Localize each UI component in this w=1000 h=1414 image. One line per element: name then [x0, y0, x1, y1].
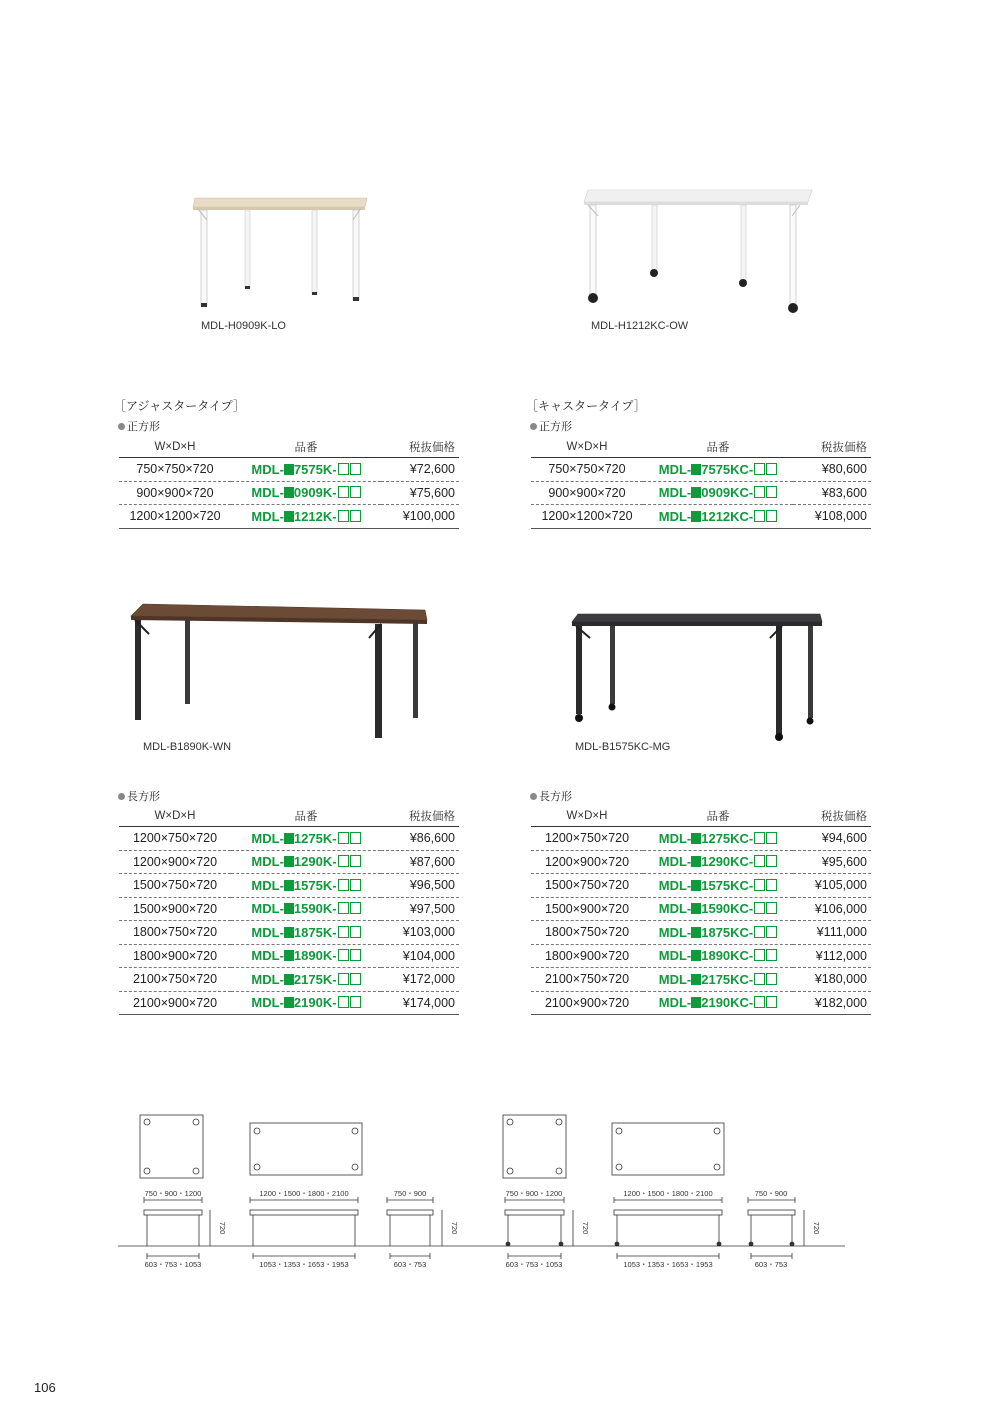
table-row: 2100×750×720 MDL- 2175K- ¥172,000	[119, 968, 459, 992]
section-title-adjuster: ［アジャスタータイプ］	[114, 399, 246, 413]
color-code-empty-square-icon	[766, 463, 777, 475]
color-code-filled-square-icon	[284, 903, 294, 914]
top-view-square	[140, 1115, 203, 1178]
header-part: 品番	[231, 436, 381, 458]
color-code-empty-square-icon	[766, 996, 777, 1008]
product-code-caption: MDL-B1890K-WN	[143, 741, 232, 753]
color-code-empty-square-icon	[766, 832, 777, 844]
color-code-empty-square-icon	[766, 486, 777, 498]
table-row: 2100×900×720 MDL- 2190KC- ¥182,000	[531, 991, 871, 1015]
color-code-filled-square-icon	[284, 511, 294, 522]
color-code-filled-square-icon	[691, 927, 701, 938]
dim-label-width: 1200・1500・1800・2100	[623, 1189, 713, 1198]
subsection-rectangle: 長方形	[118, 788, 160, 804]
table-row: 1800×750×720 MDL- 1875KC- ¥111,000	[531, 921, 871, 945]
bullet-dot-icon	[530, 423, 537, 430]
table-row: 1500×750×720 MDL- 1575K- ¥96,500	[119, 874, 459, 898]
table-row: 1200×750×720 MDL- 1275K- ¥86,600	[119, 827, 459, 851]
table-row: 750×750×720 MDL- 7575K- ¥72,600	[119, 458, 459, 482]
color-code-empty-square-icon	[338, 879, 349, 891]
color-code-empty-square-icon	[338, 902, 349, 914]
table-row: 900×900×720 MDL- 0909KC- ¥83,600	[531, 481, 871, 505]
dimension-drawings	[110, 1110, 850, 1280]
table-row: 1200×900×720 MDL- 1290KC- ¥95,600	[531, 850, 871, 874]
color-code-filled-square-icon	[284, 856, 294, 867]
color-code-filled-square-icon	[284, 927, 294, 938]
color-code-empty-square-icon	[350, 973, 361, 985]
color-code-empty-square-icon	[338, 486, 349, 498]
dim-label-leg-span: 603・753	[754, 1260, 788, 1269]
table-row: 1500×900×720 MDL- 1590KC- ¥106,000	[531, 897, 871, 921]
color-code-empty-square-icon	[766, 855, 777, 867]
bullet-dot-icon	[530, 793, 537, 800]
subsection-square: 正方形	[530, 418, 572, 434]
header-part: 品番	[231, 805, 381, 827]
subsection-rectangle: 長方形	[530, 788, 572, 804]
color-code-empty-square-icon	[754, 832, 765, 844]
color-code-empty-square-icon	[350, 463, 361, 475]
dim-label-height: 720	[581, 1221, 590, 1235]
table-row: 1200×750×720 MDL- 1275KC- ¥94,600	[531, 827, 871, 851]
bullet-dot-icon	[118, 423, 125, 430]
color-code-empty-square-icon	[754, 926, 765, 938]
color-code-empty-square-icon	[754, 879, 765, 891]
dim-label-height: 720	[812, 1221, 821, 1235]
table-image-b1575kc-mg	[568, 608, 828, 743]
color-code-empty-square-icon	[766, 973, 777, 985]
color-code-filled-square-icon	[284, 833, 294, 844]
table-row: 2100×750×720 MDL- 2175KC- ¥180,000	[531, 968, 871, 992]
table-row: 900×900×720 MDL- 0909K- ¥75,600	[119, 481, 459, 505]
color-code-empty-square-icon	[350, 510, 361, 522]
table-row: 1200×1200×720 MDL- 1212K- ¥100,000	[119, 505, 459, 529]
color-code-empty-square-icon	[766, 926, 777, 938]
table-row: 1500×900×720 MDL- 1590K- ¥97,500	[119, 897, 459, 921]
color-code-empty-square-icon	[350, 486, 361, 498]
table-image-b1890k-wn	[125, 600, 435, 745]
color-code-empty-square-icon	[754, 510, 765, 522]
dim-label-leg-span: 603・753・1053	[144, 1260, 202, 1269]
table-row: 750×750×720 MDL- 7575KC- ¥80,600	[531, 458, 871, 482]
product-code-caption: MDL-B1575KC-MG	[575, 741, 671, 753]
dim-label-height: 720	[218, 1221, 227, 1235]
color-code-empty-square-icon	[338, 926, 349, 938]
page-number: 106	[34, 1380, 56, 1395]
header-size: W×D×H	[531, 805, 643, 827]
header-price: 税抜価格	[793, 436, 871, 458]
color-code-filled-square-icon	[691, 856, 701, 867]
dim-label-depth: 750・900	[754, 1189, 788, 1198]
dim-label-width: 750・900・1200	[144, 1189, 202, 1198]
color-code-empty-square-icon	[350, 832, 361, 844]
color-code-empty-square-icon	[350, 949, 361, 961]
color-code-empty-square-icon	[766, 949, 777, 961]
subsection-square: 正方形	[118, 418, 160, 434]
color-code-empty-square-icon	[754, 996, 765, 1008]
product-code-caption: MDL-H0909K-LO	[201, 320, 286, 332]
header-price: 税抜価格	[793, 805, 871, 827]
color-code-filled-square-icon	[284, 974, 294, 985]
header-size: W×D×H	[119, 436, 231, 458]
dim-label-leg-span: 603・753	[393, 1260, 427, 1269]
dim-label-leg-span: 603・753・1053	[505, 1260, 563, 1269]
color-code-filled-square-icon	[691, 511, 701, 522]
color-code-empty-square-icon	[338, 949, 349, 961]
color-code-filled-square-icon	[691, 997, 701, 1008]
color-code-empty-square-icon	[766, 902, 777, 914]
color-code-empty-square-icon	[754, 949, 765, 961]
color-code-empty-square-icon	[754, 855, 765, 867]
color-code-filled-square-icon	[284, 950, 294, 961]
color-code-empty-square-icon	[754, 486, 765, 498]
color-code-empty-square-icon	[766, 879, 777, 891]
color-code-empty-square-icon	[338, 855, 349, 867]
table-row: 2100×900×720 MDL- 2190K- ¥174,000	[119, 991, 459, 1015]
color-code-filled-square-icon	[691, 833, 701, 844]
color-code-empty-square-icon	[338, 510, 349, 522]
spec-table-adjuster-square	[119, 436, 459, 529]
table-image-h0909k-lo	[185, 190, 375, 310]
color-code-filled-square-icon	[691, 974, 701, 985]
color-code-filled-square-icon	[284, 487, 294, 498]
dim-label-width: 750・900・1200	[505, 1189, 563, 1198]
table-row: 1200×1200×720 MDL- 1212KC- ¥108,000	[531, 505, 871, 529]
table-row: 1500×750×720 MDL- 1575KC- ¥105,000	[531, 874, 871, 898]
color-code-filled-square-icon	[691, 950, 701, 961]
color-code-empty-square-icon	[754, 973, 765, 985]
product-code-caption: MDL-H1212KC-OW	[591, 320, 689, 332]
color-code-filled-square-icon	[284, 880, 294, 891]
spec-table-adjuster-rect	[119, 805, 459, 1015]
color-code-empty-square-icon	[350, 926, 361, 938]
color-code-filled-square-icon	[691, 464, 701, 475]
spec-table-caster-square	[531, 436, 871, 529]
header-price: 税抜価格	[381, 805, 459, 827]
table-row: 1200×900×720 MDL- 1290K- ¥87,600	[119, 850, 459, 874]
bullet-dot-icon	[118, 793, 125, 800]
color-code-empty-square-icon	[338, 832, 349, 844]
color-code-empty-square-icon	[350, 879, 361, 891]
color-code-empty-square-icon	[350, 996, 361, 1008]
table-row: 1800×900×720 MDL- 1890K- ¥104,000	[119, 944, 459, 968]
color-code-filled-square-icon	[284, 464, 294, 475]
color-code-filled-square-icon	[691, 903, 701, 914]
table-image-h1212kc-ow	[580, 180, 820, 320]
header-price: 税抜価格	[381, 436, 459, 458]
spec-table-caster-rect	[531, 805, 871, 1015]
color-code-filled-square-icon	[691, 880, 701, 891]
dim-label-leg-span: 1053・1353・1653・1953	[623, 1260, 713, 1269]
dim-label-depth: 750・900	[393, 1189, 427, 1198]
dim-label-height: 720	[450, 1221, 459, 1235]
table-row: 1800×900×720 MDL- 1890KC- ¥112,000	[531, 944, 871, 968]
dim-label-leg-span: 1053・1353・1653・1953	[259, 1260, 349, 1269]
color-code-empty-square-icon	[754, 463, 765, 475]
color-code-empty-square-icon	[350, 855, 361, 867]
color-code-empty-square-icon	[766, 510, 777, 522]
color-code-empty-square-icon	[338, 973, 349, 985]
color-code-empty-square-icon	[338, 996, 349, 1008]
color-code-empty-square-icon	[338, 463, 349, 475]
header-size: W×D×H	[531, 436, 643, 458]
header-part: 品番	[643, 436, 793, 458]
header-size: W×D×H	[119, 805, 231, 827]
dim-label-width: 1200・1500・1800・2100	[259, 1189, 349, 1198]
top-view-rectangle	[250, 1123, 362, 1175]
color-code-empty-square-icon	[754, 902, 765, 914]
header-part: 品番	[643, 805, 793, 827]
color-code-filled-square-icon	[691, 487, 701, 498]
color-code-filled-square-icon	[284, 997, 294, 1008]
table-row: 1800×750×720 MDL- 1875K- ¥103,000	[119, 921, 459, 945]
color-code-empty-square-icon	[350, 902, 361, 914]
section-title-caster: ［キャスタータイプ］	[526, 399, 646, 413]
